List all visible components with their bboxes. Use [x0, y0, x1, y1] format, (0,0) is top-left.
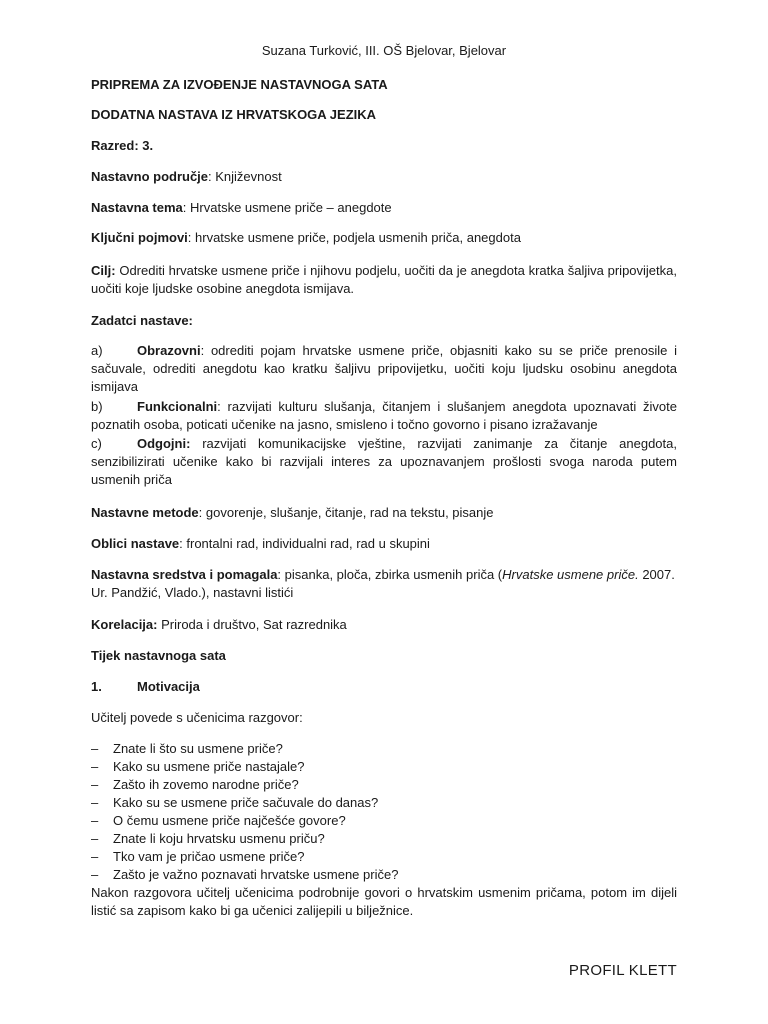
- question-text: Kako su usmene priče nastajale?: [113, 759, 305, 774]
- teaching-forms-label: Oblici nastave: [91, 536, 180, 551]
- goal-value: Odrediti hrvatske usmene priče i njihovu podjelu, uočiti da je anegdota kratka šaljiva pripovijetka, uočiti koje ljudske osobine anegdota ismijava.: [91, 263, 677, 296]
- goal-label: Cilj:: [91, 263, 116, 278]
- tasks-heading: Zadatci nastave:: [91, 313, 193, 328]
- section-number: 1.: [91, 679, 102, 694]
- task-value: razvijati komunikacijske vještine, razvijati zanimanje za čitanje anegdota, senzibilizirati učenike kako bi razvijali interes za upoznavanjem prošlosti svoga naroda putem usmenih priča: [91, 436, 677, 487]
- publisher-footer: PROFIL KLETT: [568, 962, 677, 979]
- task-letter: b): [91, 399, 103, 414]
- task-label: Odgojni:: [137, 436, 191, 451]
- materials-label: Nastavna sredstva i pomagala: [91, 567, 278, 582]
- teaching-forms-value: : frontalni rad, individualni rad, rad u skupini: [179, 536, 430, 551]
- list-item: [91, 848, 677, 866]
- topic-value: : Hrvatske usmene priče – anegdote: [182, 200, 392, 215]
- teaching-forms-line: [91, 535, 677, 553]
- section-title: Motivacija: [137, 679, 200, 694]
- methods-label: Nastavne metode: [91, 505, 199, 520]
- task-label: Funkcionalni: [137, 399, 218, 414]
- question-text: Zašto ih zovemo narodne priče?: [113, 777, 299, 792]
- list-item: [91, 866, 677, 884]
- list-item: [91, 740, 677, 758]
- intro-line: Učitelj povede s učenicima razgovor:: [91, 710, 303, 725]
- key-concepts-value: : hrvatske usmene priče, podjela usmenih priča, anegdota: [187, 230, 521, 245]
- subject-area-line: [91, 168, 677, 186]
- task-value: : odrediti pojam hrvatske usmene priče, objasniti kako su se priče prenosile i sačuvale, odrediti anegdotu kao kratku šaljivu pripovijetku, uočiti koju ljudsku osobinu anegdota ismijava: [91, 343, 677, 394]
- correlation-label: Korelacija:: [91, 617, 158, 632]
- dash-bullet: –: [91, 777, 99, 792]
- task-educational: [91, 342, 677, 396]
- question-text: Tko vam je pričao usmene priče?: [113, 849, 305, 864]
- task-value: : razvijati kulturu slušanja, čitanjem i slušanjem anegdota upoznavati živote poznatih osoba, poticati učenike na jasno, smisleno i točno govorno i pisano izražavanje: [91, 399, 677, 432]
- dash-bullet: –: [91, 849, 99, 864]
- topic-label: Nastavna tema: [91, 200, 183, 215]
- dash-bullet: –: [91, 759, 99, 774]
- correlation-line: [91, 616, 677, 634]
- list-item: [91, 812, 677, 830]
- question-text: Znate li koju hrvatsku usmenu priču?: [113, 831, 325, 846]
- task-upbringing: [91, 435, 677, 489]
- materials-value-rest: 2007. Ur. Pandžić, Vlado.), nastavni listići: [91, 567, 675, 600]
- materials-value: : pisanka, ploča, zbirka usmenih priča (: [277, 567, 503, 582]
- list-item: [91, 776, 677, 794]
- question-text: Zašto je važno poznavati hrvatske usmene priče?: [113, 867, 399, 882]
- key-concepts-line: [91, 229, 677, 247]
- page-header: Suzana Turković, III. OŠ Bjelovar, Bjelovar: [261, 43, 507, 58]
- dash-bullet: –: [91, 795, 99, 810]
- dash-bullet: –: [91, 831, 99, 846]
- correlation-value: Priroda i društvo, Sat razrednika: [157, 617, 347, 632]
- document-title: PRIPREMA ZA IZVOĐENJE NASTAVNOGA SATA: [91, 77, 388, 92]
- question-list: [91, 740, 677, 884]
- task-letter: c): [91, 436, 102, 451]
- dash-bullet: –: [91, 867, 99, 882]
- list-item: [91, 758, 677, 776]
- task-label: Obrazovni: [137, 343, 201, 358]
- task-letter: a): [91, 343, 103, 358]
- list-item: [91, 794, 677, 812]
- document-subtitle: DODATNA NASTAVA IZ HRVATSKOGA JEZIKA: [91, 107, 377, 122]
- topic-line: [91, 199, 677, 217]
- list-item: [91, 830, 677, 848]
- grade-line: Razred: 3.: [91, 138, 154, 153]
- materials-paragraph: [91, 566, 677, 602]
- lesson-flow-heading: Tijek nastavnoga sata: [91, 648, 226, 663]
- question-text: Znate li što su usmene priče?: [113, 741, 283, 756]
- subject-area-value: : Književnost: [208, 169, 282, 184]
- dash-bullet: –: [91, 741, 99, 756]
- section-motivation-heading: [91, 678, 677, 696]
- closing-paragraph: Nakon razgovora učitelj učenicima podrobnije govori o hrvatskim usmenim pričama, potom im dijeli listić sa zapisom kako bi ga učenici zalijepili u bilježnice.: [91, 885, 677, 918]
- key-concepts-label: Ključni pojmovi: [91, 230, 188, 245]
- methods-value: : govorenje, slušanje, čitanje, rad na tekstu, pisanje: [198, 505, 494, 520]
- materials-book-title: Hrvatske usmene priče.: [502, 567, 639, 582]
- methods-line: [91, 504, 677, 522]
- question-text: Kako su se usmene priče sačuvale do danas?: [113, 795, 379, 810]
- dash-bullet: –: [91, 813, 99, 828]
- subject-area-label: Nastavno područje: [91, 169, 209, 184]
- task-functional: [91, 398, 677, 434]
- goal-paragraph: [91, 262, 677, 298]
- question-text: O čemu usmene priče najčešće govore?: [113, 813, 346, 828]
